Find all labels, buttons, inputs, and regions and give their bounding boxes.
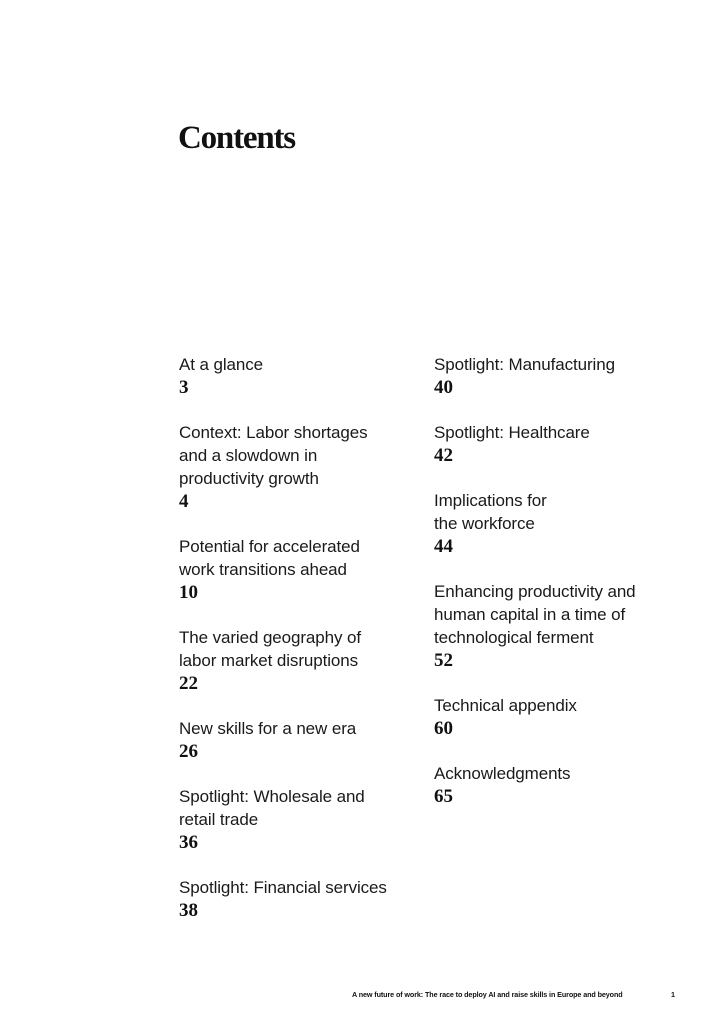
toc-entry[interactable]	[434, 353, 674, 399]
toc-entry[interactable]	[434, 762, 674, 808]
toc-entry-title: Implications for the workforce	[434, 491, 547, 533]
toc-entry[interactable]	[179, 876, 429, 922]
toc-entry-title: The varied geography of labor market disruptions	[179, 628, 361, 670]
toc-entry-page: 4	[179, 491, 189, 512]
footer-page-number: 1	[671, 990, 675, 999]
page-title: Contents	[178, 120, 295, 156]
toc-entry[interactable]	[179, 353, 429, 399]
toc-entry-page: 42	[434, 445, 453, 466]
toc-entry[interactable]	[434, 694, 674, 740]
contents-column-right	[434, 353, 674, 830]
toc-entry-title: Spotlight: Wholesale and retail trade	[179, 787, 365, 829]
toc-entry-page: 3	[179, 377, 189, 398]
toc-entry-page: 65	[434, 786, 453, 807]
toc-entry[interactable]	[434, 580, 674, 672]
toc-entry-page: 36	[179, 832, 198, 853]
toc-entry-page: 38	[179, 900, 198, 921]
toc-entry[interactable]	[179, 626, 429, 695]
toc-entry-title: Spotlight: Healthcare	[434, 423, 590, 442]
toc-entry-title: Technical appendix	[434, 696, 577, 715]
toc-entry-page: 52	[434, 650, 453, 671]
toc-entry[interactable]	[179, 421, 429, 513]
toc-entry-title: Enhancing productivity and human capital in a time of technological ferment	[434, 582, 636, 647]
toc-entry-title: Potential for accelerated work transitions ahead	[179, 537, 360, 579]
toc-entry-page: 22	[179, 673, 198, 694]
toc-entry[interactable]	[179, 785, 429, 854]
toc-entry[interactable]	[434, 421, 674, 467]
toc-entry-title: Acknowledgments	[434, 764, 571, 783]
toc-entry-title: Spotlight: Financial services	[179, 878, 387, 897]
toc-entry[interactable]	[179, 535, 429, 604]
toc-entry[interactable]	[434, 489, 674, 558]
contents-column-left	[179, 353, 429, 944]
toc-entry-page: 10	[179, 582, 198, 603]
toc-entry-title: Spotlight: Manufacturing	[434, 355, 615, 374]
toc-entry[interactable]	[179, 717, 429, 763]
running-footer: A new future of work: The race to deploy AI and raise skills in Europe and beyond	[352, 990, 623, 999]
toc-entry-page: 40	[434, 377, 453, 398]
toc-entry-page: 26	[179, 741, 198, 762]
toc-entry-title: New skills for a new era	[179, 719, 357, 738]
toc-entry-title: Context: Labor shortages and a slowdown in productivity growth	[179, 423, 368, 488]
toc-entry-page: 44	[434, 536, 453, 557]
toc-entry-title: At a glance	[179, 355, 263, 374]
toc-entry-page: 60	[434, 718, 453, 739]
